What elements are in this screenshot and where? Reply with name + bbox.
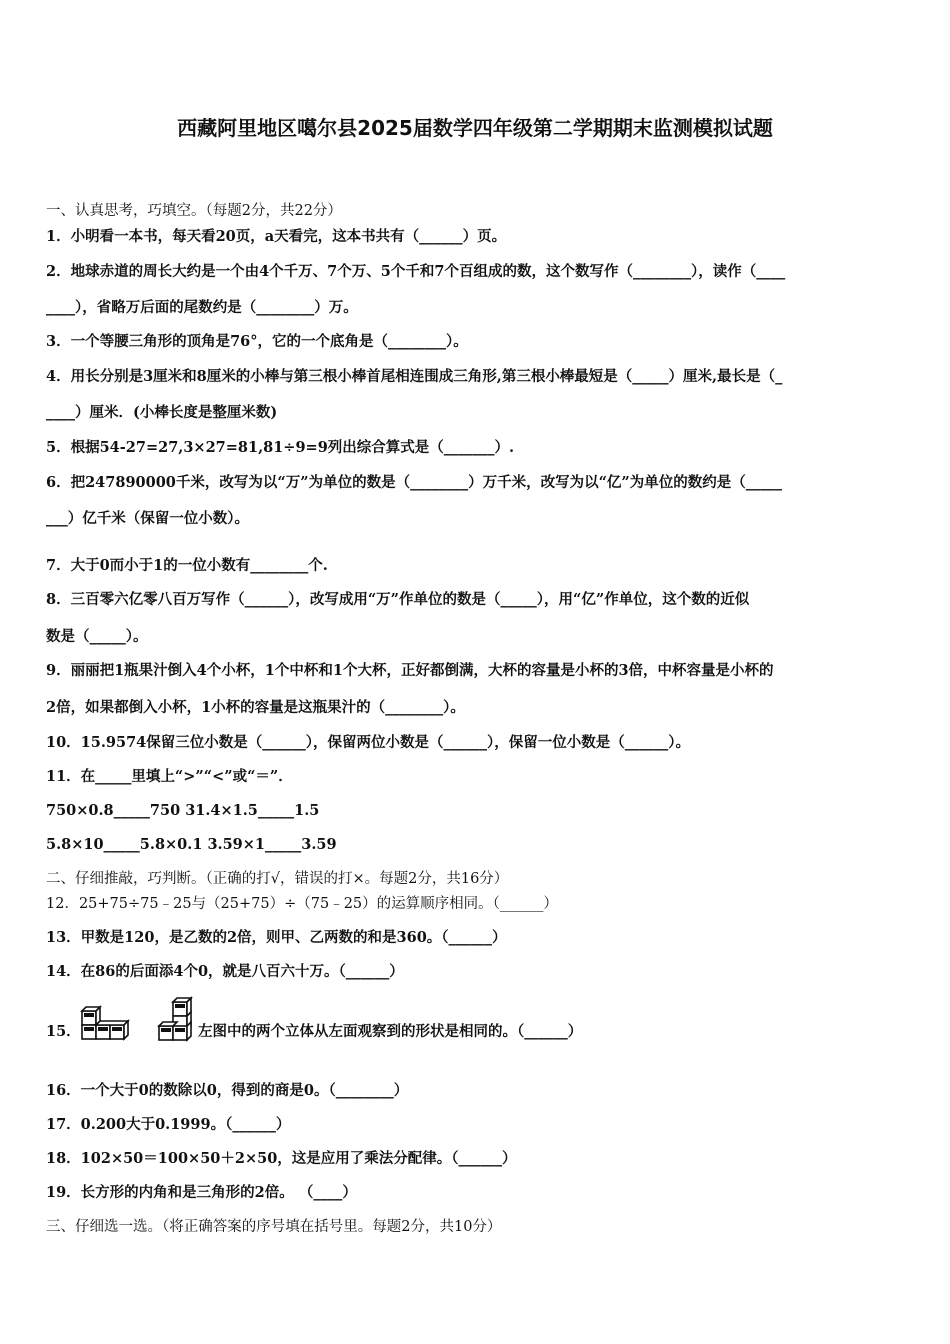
question-9-line-1: 9．丽丽把1瓶果汁倒入4个小杯，1个中杯和1个大杯，正好都倒满，大杯的容量是小杯的3倍，中杯容量是小杯的 bbox=[46, 662, 774, 679]
question-5: 5．根据54-27=27,3×27=81,81÷9=9列出综合算式是（_______）. bbox=[46, 439, 515, 456]
question-11-row-1: 750×0.8_____750 31.4×1.5_____1.5 bbox=[46, 802, 320, 819]
question-14: 14．在86的后面添4个0，就是八百六十万。（______） bbox=[46, 963, 404, 980]
section-heading-2: 二、仔细推敲，巧判断。（正确的打√，错误的打×。每题2分，共16分） bbox=[46, 871, 509, 887]
cube-figure-left bbox=[80, 1005, 132, 1041]
question-6-line-2: ___）亿千米（保留一位小数）。 bbox=[46, 510, 249, 527]
page-title: 西藏阿里地区噶尔县2025届数学四年级第二学期期末监测模拟试题 bbox=[177, 116, 773, 140]
question-4-line-2: ____）厘米．(小棒长度是整厘米数) bbox=[46, 404, 278, 421]
question-18: 18．102×50＝100×50＋2×50，这是应用了乘法分配律。（______） bbox=[46, 1150, 517, 1167]
question-16: 16．一个大于0的数除以0，得到的商是0。（________） bbox=[46, 1082, 409, 1099]
question-11: 11．在_____里填上“>”“<”或“＝”． bbox=[46, 768, 293, 785]
question-3: 3．一个等腰三角形的顶角是76°，它的一个底角是（________）。 bbox=[46, 333, 468, 350]
section-heading-3: 三、仔细选一选。（将正确答案的序号填在括号里。每题2分，共10分） bbox=[46, 1219, 502, 1235]
question-1: 1．小明看一本书，每天看20页，a天看完，这本书共有（______）页。 bbox=[46, 228, 507, 245]
question-15-text: 左图中的两个立体从左面观察到的形状是相同的。（______） bbox=[198, 1023, 583, 1040]
question-19: 19．长方形的内角和是三角形的2倍。 （____） bbox=[46, 1184, 357, 1201]
question-11-row-2: 5.8×10_____5.8×0.1 3.59×1_____3.59 bbox=[46, 836, 337, 853]
question-2-line-2: ____），省略万后面的尾数约是（________）万。 bbox=[46, 299, 358, 316]
section-heading-1: 一、认真思考，巧填空。（每题2分，共22分） bbox=[46, 203, 342, 219]
question-4-line-1: 4．用长分别是3厘米和8厘米的小棒与第三根小棒首尾相连围成三角形,第三根小棒最短是（_____）厘米,最长是（_ bbox=[46, 368, 783, 385]
question-12: 12．25+75÷75﹣25与（25+75）÷（75﹣25）的运算顺序相同。（______） bbox=[46, 896, 558, 912]
question-10: 10．15.9574保留三位小数是（______），保留两位小数是（______），保留一位小数是（______）。 bbox=[46, 734, 691, 751]
question-15-number: 15． bbox=[46, 1023, 81, 1040]
question-13: 13．甲数是120，是乙数的2倍，则甲、乙两数的和是360。（______） bbox=[46, 929, 507, 946]
question-17: 17．0.200大于0.1999。（______） bbox=[46, 1116, 291, 1133]
question-2-line-1: 2．地球赤道的周长大约是一个由4个千万、7个万、5个千和7个百组成的数，这个数写作（________），读作（____ bbox=[46, 263, 786, 280]
question-8-line-2: 数是（_____）。 bbox=[46, 628, 148, 645]
question-6-line-1: 6．把247890000千米，改写为以“万”为单位的数是（________）万千米，改写为以“亿”为单位的数约是（_____ bbox=[46, 474, 782, 491]
question-9-line-2: 2倍，如果都倒入小杯，1小杯的容量是这瓶果汁的（________）。 bbox=[46, 699, 465, 716]
cube-figure-right bbox=[155, 996, 199, 1042]
question-8-line-1: 8．三百零六亿零八百万写作（______），改写成用“万”作单位的数是（_____），用“亿”作单位，这个数的近似 bbox=[46, 591, 750, 608]
question-7: 7．大于0而小于1的一位小数有________个. bbox=[46, 557, 328, 574]
